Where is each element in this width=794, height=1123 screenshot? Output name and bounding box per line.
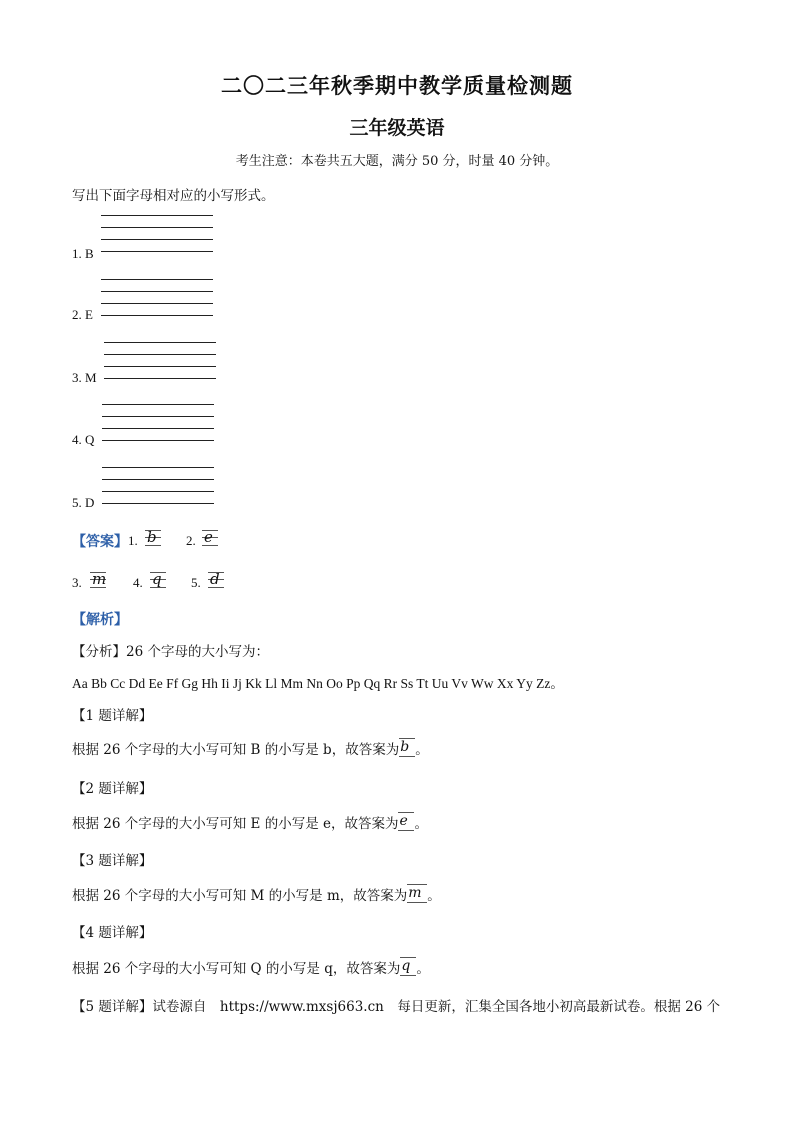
question-label-3: 3. M (72, 370, 97, 385)
answer-letter-5: d (210, 570, 220, 588)
detail-text-5: 试卷源自 https://www.mxsj663.cn 每日更新，汇集全国各地小初高最新试卷。根据 26 个 (152, 999, 721, 1015)
answer-num-5: 5. (191, 575, 201, 590)
fenxi-text: 26 个字母的大小写为： (126, 644, 269, 660)
fenxi-line (72, 640, 269, 660)
answer-num-4: 4. (133, 575, 143, 590)
detail-end-3: 。 (427, 888, 441, 904)
writing-lines-5[interactable] (102, 467, 214, 511)
detail-text-1: 根据 26 个字母的大小写可知 B 的小写是 b，故答案为 (72, 742, 400, 758)
detail-text-3: 根据 26 个字母的大小写可知 M 的小写是 m，故答案为 (72, 888, 408, 904)
detail-line-2 (72, 812, 428, 832)
detail-end-4: 。 (416, 961, 430, 977)
answer-letter-box-3 (90, 570, 106, 592)
detail-end-1: 。 (415, 742, 429, 758)
answer-num-3: 3. (72, 575, 82, 590)
detail-letter-2: e (399, 813, 408, 829)
alphabet-list: Aa Bb Cc Dd Ee Ff Gg Hh Ii Jj Kk Ll Mm Nn Oo Pp Qq Rr Ss Tt Uu Vv Ww Xx Yy Zz。 (72, 676, 564, 691)
answer-num-1: 1. (128, 533, 138, 548)
detail-letter-3: m (408, 885, 422, 901)
detail-tag-1: 【1 题详解】 (72, 708, 153, 724)
question-label-1: 1. B (72, 246, 94, 261)
detail-text-4: 根据 26 个字母的大小写可知 Q 的小写是 q，故答案为 (72, 961, 401, 977)
detail-tag-5: 【5 题详解】 (72, 999, 153, 1015)
detail-line-5 (72, 995, 720, 1015)
detail-end-2: 。 (414, 816, 428, 832)
page-subtitle: 三年级英语 (349, 117, 445, 139)
answer-letter-3: m (92, 570, 107, 588)
page-title: 二〇二三年秋季期中教学质量检测题 (221, 73, 573, 98)
detail-letter-box-3 (407, 884, 427, 904)
writing-lines-3[interactable] (104, 342, 216, 386)
answer-letter-box-2 (202, 528, 218, 550)
fenxi-tag: 【分析】 (72, 644, 126, 660)
writing-lines-4[interactable] (102, 404, 214, 448)
answer-letter-box-1 (145, 528, 161, 550)
writing-lines-2[interactable] (101, 279, 213, 323)
detail-tag-4: 【4 题详解】 (72, 925, 153, 941)
detail-letter-4: q (401, 958, 411, 974)
answer-letter-1: b (147, 528, 157, 546)
answer-letter-box-4 (150, 570, 166, 592)
detail-text-2: 根据 26 个字母的大小写可知 E 的小写是 e，故答案为 (72, 816, 399, 832)
question-instruction: 写出下面字母相对应的小写形式。 (72, 188, 275, 204)
detail-tag-2: 【2 题详解】 (72, 781, 153, 797)
answer-tag: 【答案】 (72, 534, 128, 550)
detail-line-1 (72, 738, 429, 758)
exam-notice: 考生注意：本卷共五大题，满分 50 分，时量 40 分钟。 (235, 154, 559, 169)
detail-letter-1: b (400, 739, 410, 755)
analysis-tag: 【解析】 (72, 612, 128, 628)
detail-line-4 (72, 957, 430, 977)
detail-tag-3: 【3 题详解】 (72, 853, 153, 869)
question-label-2: 2. E (72, 307, 93, 322)
answer-letter-4: q (152, 570, 162, 588)
answer-letter-box-5 (208, 570, 224, 592)
answer-num-2: 2. (186, 533, 196, 548)
detail-letter-box-2 (398, 812, 414, 832)
writing-lines-1[interactable] (101, 215, 213, 259)
question-label-4: 4. Q (72, 432, 95, 447)
answer-letter-2: e (204, 528, 213, 546)
question-label-5: 5. D (72, 495, 95, 510)
detail-line-3 (72, 884, 441, 904)
detail-letter-box-1 (399, 738, 415, 758)
detail-letter-box-4 (400, 957, 416, 977)
